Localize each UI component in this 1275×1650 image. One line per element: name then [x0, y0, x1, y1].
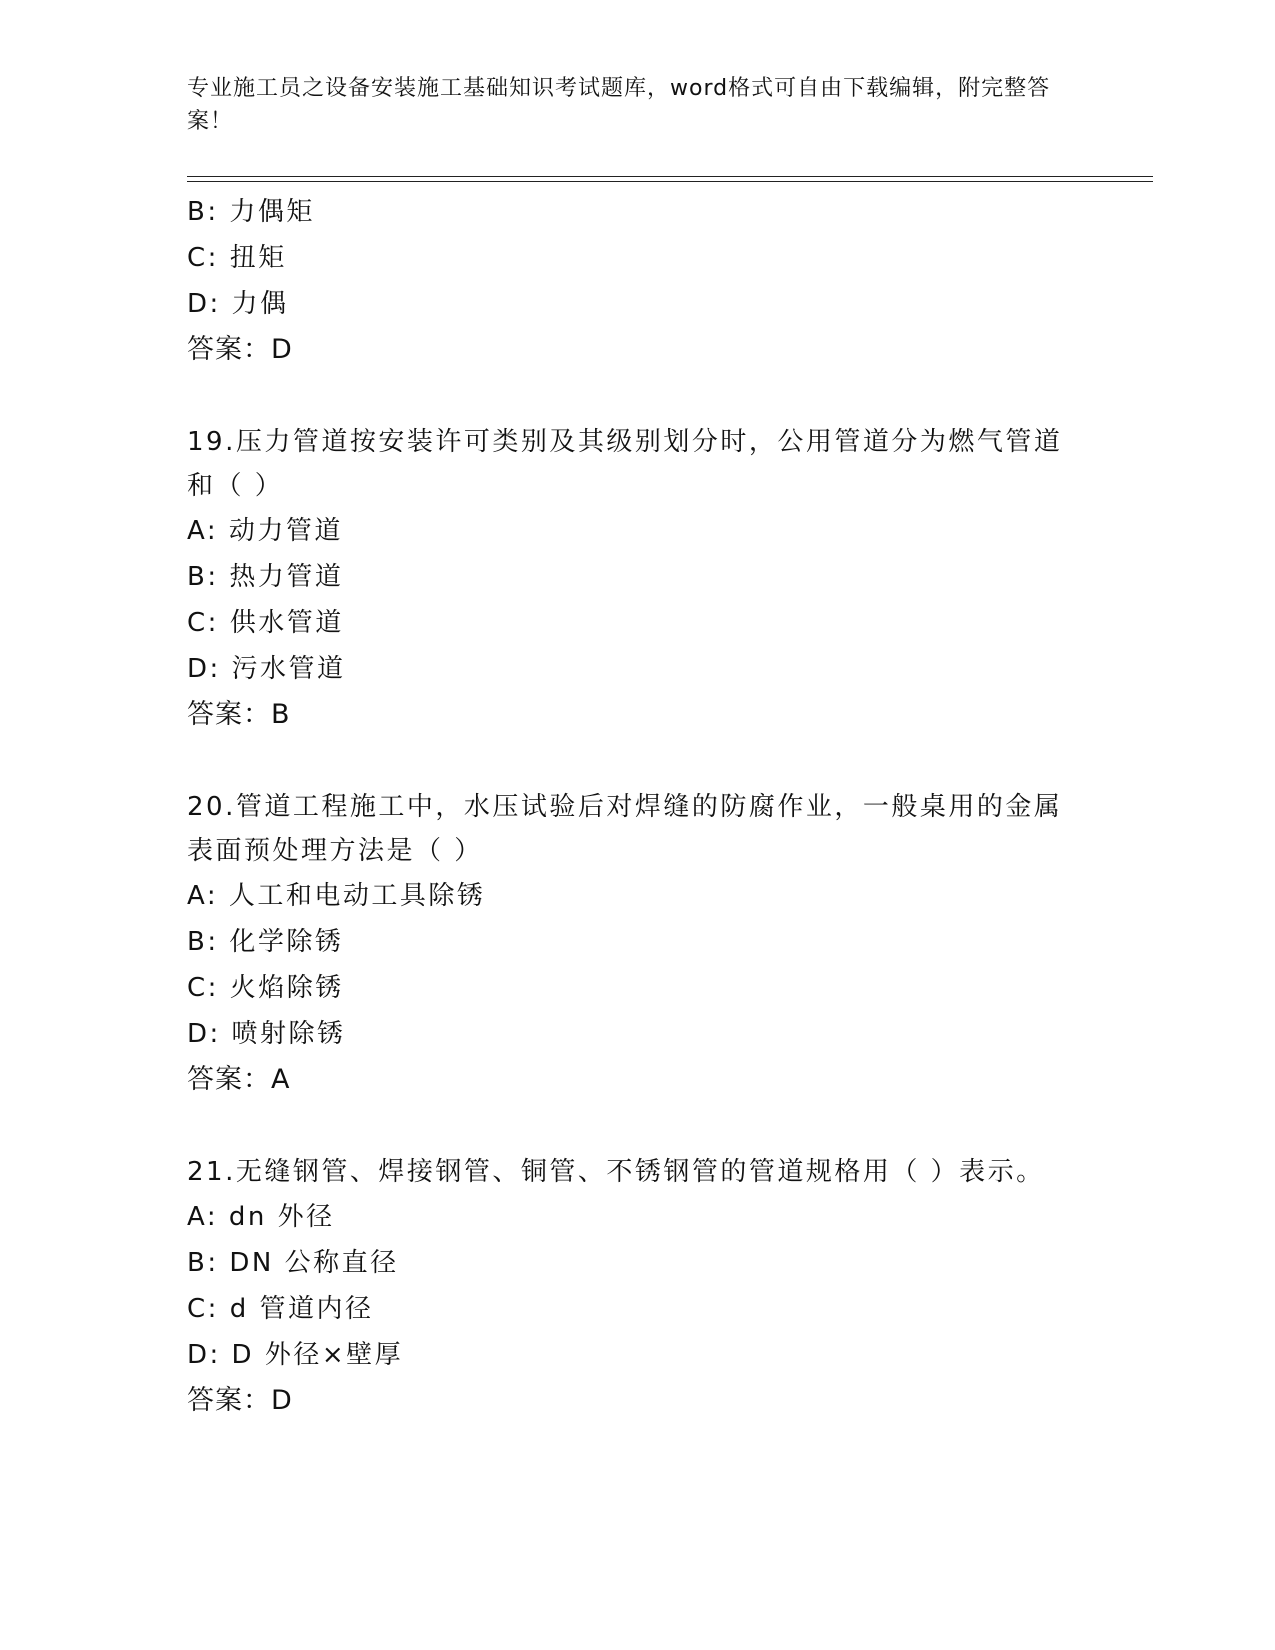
option-c: C: 供水管道 [187, 608, 344, 638]
header-divider-bottom [187, 181, 1153, 182]
answer: 答案：A [187, 1064, 291, 1095]
answer: 答案：B [187, 699, 291, 730]
question-stem: 20.管道工程施工中，水压试验后对焊缝的防腐作业，一般桌用的金属表面预处理方法是（ ） [187, 792, 1063, 866]
spacer [187, 373, 1087, 420]
option-d: D: 力偶 [187, 289, 289, 319]
answer: 答案：D [187, 1385, 293, 1416]
option-b: B: 力偶矩 [187, 197, 315, 227]
option-c: C: d 管道内径 [187, 1294, 374, 1324]
header-divider-top [187, 176, 1153, 177]
question-21 [187, 1150, 1087, 1424]
option-b: B: 化学除锈 [187, 927, 344, 957]
option-a: A: dn 外径 [187, 1202, 335, 1232]
option-a: A: 动力管道 [187, 516, 343, 546]
option-b: B: 热力管道 [187, 562, 344, 592]
spacer [187, 738, 1087, 785]
answer: 答案：D [187, 334, 293, 365]
question-stem: 19.压力管道按安装许可类别及其级别划分时，公用管道分为燃气管道和（ ） [187, 427, 1063, 501]
spacer [187, 1103, 1087, 1150]
option-a: A: 人工和电动工具除锈 [187, 881, 486, 911]
question-20 [187, 785, 1087, 1103]
option-d: D: D 外径×壁厚 [187, 1340, 404, 1370]
option-d: D: 污水管道 [187, 654, 346, 684]
header-note: 专业施工员之设备安装施工基础知识考试题库，word格式可自由下载编辑，附完整答案！ [187, 76, 1051, 134]
option-c: C: 火焰除锈 [187, 973, 344, 1003]
question-list [187, 189, 1087, 1424]
option-b: B: DN 公称直径 [187, 1248, 399, 1278]
question-stem: 21.无缝钢管、焊接钢管、铜管、不锈钢管的管道规格用（ ）表示。 [187, 1157, 1045, 1187]
question-18-continued [187, 189, 1087, 373]
option-d: D: 喷射除锈 [187, 1019, 346, 1049]
question-19 [187, 420, 1087, 738]
option-c: C: 扭矩 [187, 243, 287, 273]
